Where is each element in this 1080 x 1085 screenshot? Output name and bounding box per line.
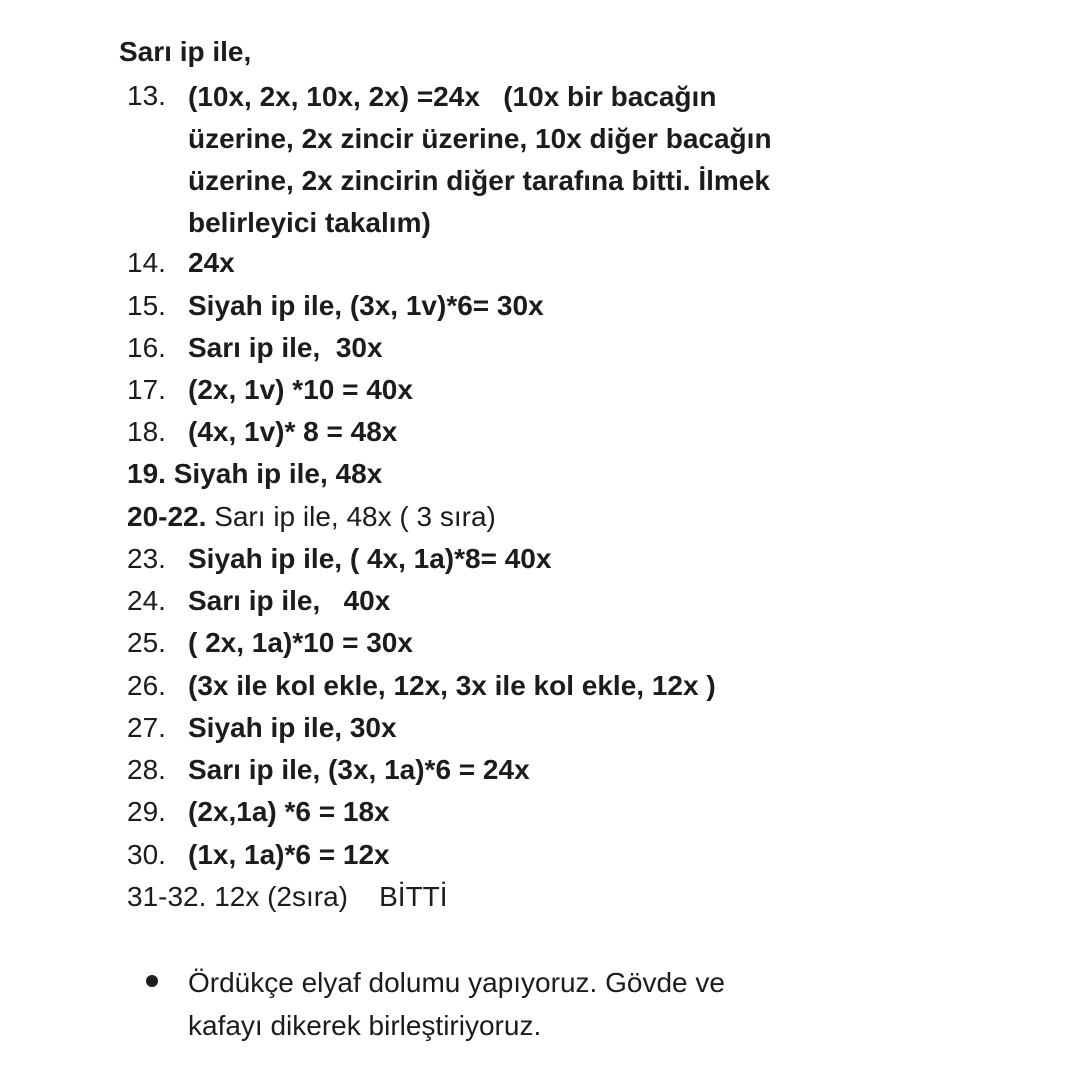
step-text: Sarı ip ile, 48x ( 3 sıra) bbox=[214, 501, 496, 532]
step-text: Sarı ip ile, 40x bbox=[188, 585, 391, 616]
bullet-note bbox=[188, 961, 828, 1047]
bullet-note-line-1: Ördükçe elyaf dolumu yapıyoruz. Gövde ve bbox=[188, 967, 725, 998]
step-inline bbox=[127, 497, 496, 537]
step-text-line-2: üzerine, 2x zincir üzerine, 10x diğer bacağın bbox=[188, 123, 772, 154]
section-heading: Sarı ip ile, bbox=[119, 36, 252, 67]
step-number: 28. bbox=[127, 754, 166, 785]
bullet-icon bbox=[146, 975, 158, 987]
step-number: 29. bbox=[127, 796, 166, 827]
step-text-line-3: üzerine, 2x zincirin diğer tarafına bitti. İlmek bbox=[188, 165, 770, 196]
step-text: (4x, 1v)* 8 = 48x bbox=[188, 416, 398, 447]
step-text: Siyah ip ile, 48x bbox=[173, 458, 383, 489]
step-text: Sarı ip ile, (3x, 1a)*6 = 24x bbox=[188, 754, 530, 785]
step-text bbox=[188, 76, 828, 244]
step-number: 19. bbox=[127, 458, 166, 489]
step-number: 26. bbox=[127, 670, 166, 701]
step-number: 14. bbox=[127, 247, 166, 278]
step-text: (2x, 1v) *10 = 40x bbox=[188, 374, 413, 405]
step-number: 16. bbox=[127, 332, 166, 363]
bullet-note-line-2: kafayı dikerek birleştiriyoruz. bbox=[188, 1010, 542, 1041]
step-inline bbox=[127, 877, 448, 917]
step-number: 31-32. bbox=[127, 881, 207, 912]
step-number: 15. bbox=[127, 290, 166, 321]
step-text: Siyah ip ile, (3x, 1v)*6= 30x bbox=[188, 290, 544, 321]
step-text: Siyah ip ile, ( 4x, 1a)*8= 40x bbox=[188, 543, 552, 574]
step-number: 25. bbox=[127, 627, 166, 658]
step-number: 18. bbox=[127, 416, 166, 447]
step-text-line-4: belirleyici takalım) bbox=[188, 207, 431, 238]
step-text: (1x, 1a)*6 = 12x bbox=[188, 839, 390, 870]
step-inline bbox=[127, 454, 382, 494]
step-text: (2x,1a) *6 = 18x bbox=[188, 796, 390, 827]
step-text-line-1: (10x, 2x, 10x, 2x) =24x (10x bir bacağın bbox=[188, 81, 717, 112]
step-text: Siyah ip ile, 30x bbox=[188, 712, 397, 743]
step-number: 20-22. bbox=[127, 501, 207, 532]
step-text: Sarı ip ile, 30x bbox=[188, 332, 383, 363]
step-number: 13. bbox=[127, 80, 166, 111]
step-text: 12x (2sıra) BİTTİ bbox=[214, 881, 448, 912]
step-number: 24. bbox=[127, 585, 166, 616]
step-text: 24x bbox=[188, 247, 235, 278]
step-number: 17. bbox=[127, 374, 166, 405]
step-text: ( 2x, 1a)*10 = 30x bbox=[188, 627, 413, 658]
step-number: 27. bbox=[127, 712, 166, 743]
step-number: 30. bbox=[127, 839, 166, 870]
step-text: (3x ile kol ekle, 12x, 3x ile kol ekle, 12x ) bbox=[188, 670, 716, 701]
step-number: 23. bbox=[127, 543, 166, 574]
